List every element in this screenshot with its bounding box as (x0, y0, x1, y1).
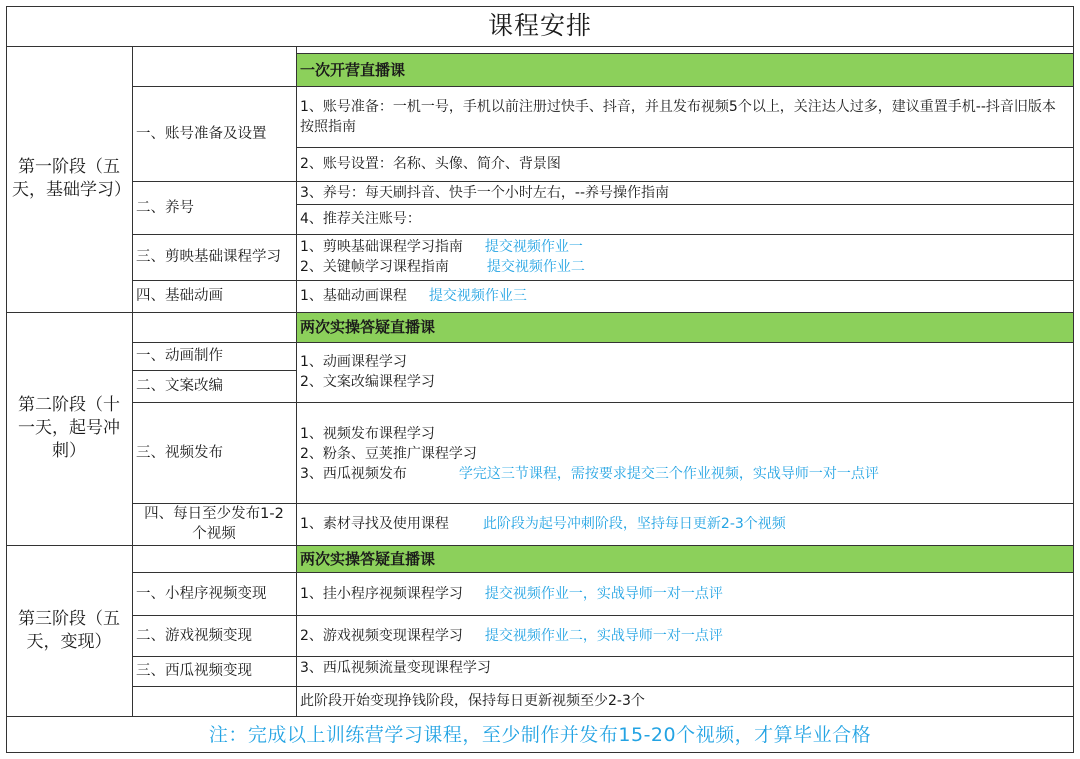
stage-3-label: 第三阶段（五天，变现） (18, 608, 120, 652)
content-line-text: 1、动画课程学习 (300, 354, 407, 370)
stage-1-live-header: 一次开营直播课 (296, 53, 1074, 86)
footer-note: 注：完成以上训练营学习课程，至少制作并发布15-20个视频，才算毕业合格 (208, 723, 872, 746)
assignment-note: 提交视频作业一，实战导师一对一点评 (484, 585, 723, 602)
content-line-text: 1、视频发布课程学习 (300, 425, 435, 442)
content-capcut (296, 234, 1074, 280)
content-line-text: 1、基础动画课程 (300, 288, 407, 304)
assignment-note: 提交视频作业二，实战导师一对一点评 (484, 627, 723, 644)
content-basic-animation (296, 280, 1074, 312)
stage-1-label: 第一阶段（五天，基础学习） (12, 157, 131, 200)
topic-xigua-monetize: 三、西瓜视频变现 (136, 663, 252, 679)
content-nurture: 3、养号：每天刷抖音、快手一个小时左右，--养号操作指南 (300, 184, 670, 201)
content-miniprogram (296, 572, 1074, 615)
content-animation-copy (296, 342, 1074, 402)
assignment-note: 学完这三节课程，需按要求提交三个作业视频，实战导师一对一点评 (458, 465, 879, 482)
stage-3-live-header: 两次实操答疑直播课 (296, 545, 1074, 572)
content-video-publish (296, 402, 1074, 503)
topic-account-nurture: 二、养号 (136, 199, 194, 216)
content-account-settings: 2、账号设置：名称、头像、简介、背景图 (300, 156, 561, 172)
content-materials (296, 503, 1074, 545)
table-title: 课程安排 (487, 11, 592, 40)
topic-game-monetize: 二、游戏视频变现 (136, 627, 252, 644)
assignment-note: 此阶段为起号冲刺阶段，坚持每日更新2-3个视频 (482, 516, 786, 532)
content-line-text: 1、素材寻找及使用课程 (300, 516, 449, 532)
content-line-text: 1、剪映基础课程学习指南 (300, 239, 463, 255)
topic-capcut-basics: 三、剪映基础课程学习 (136, 249, 281, 265)
content-line-text: 1、挂小程序视频课程学习 (300, 585, 463, 602)
content-line-text: 2、粉条、豆荚推广课程学习 (300, 445, 477, 462)
content-monetize-stage: 此阶段开始变现挣钱阶段，保持每日更新视频至少2-3个 (300, 693, 645, 709)
content-line-text: 3、西瓜视频发布 (300, 465, 407, 482)
content-line (300, 257, 585, 277)
topic-miniprogram-monetize: 一、小程序视频变现 (136, 585, 267, 602)
content-account-prep: 1、账号准备：一机一号，手机以前注册过快手、抖音，并且发布视频5个以上，关注达人过多，建议重置手机--抖音旧版本按照指南 (300, 98, 1056, 135)
topic-basic-animation: 四、基础动画 (136, 288, 223, 304)
topic-account-setup: 一、账号准备及设置 (136, 125, 267, 142)
topic-animation-making: 一、动画制作 (136, 348, 223, 364)
content-game-video (296, 615, 1074, 656)
assignment-note: 提交视频作业二 (486, 259, 585, 275)
topic-video-publish: 三、视频发布 (136, 444, 223, 461)
assignment-note: 提交视频作业三 (428, 288, 527, 304)
stage-2-label: 第二阶段（十一天，起号冲刺） (18, 395, 120, 461)
content-recommended-accounts: 4、推荐关注账号： (300, 211, 421, 227)
content-xigua-traffic: 3、西瓜视频流量变现课程学习 (300, 660, 491, 676)
stage-2-live-header: 两次实操答疑直播课 (296, 312, 1074, 342)
content-line (300, 464, 879, 484)
topic-copy-adaptation: 二、文案改编 (136, 378, 223, 394)
topic-daily-publish: 四、每日至少发布1-2个视频 (144, 506, 284, 542)
content-line-text: 2、关键帧学习课程指南 (300, 259, 449, 275)
content-line-text: 2、文案改编课程学习 (300, 374, 435, 390)
assignment-note: 提交视频作业一 (484, 239, 583, 255)
content-line (300, 237, 583, 257)
content-line-text: 2、游戏视频变现课程学习 (300, 627, 463, 644)
